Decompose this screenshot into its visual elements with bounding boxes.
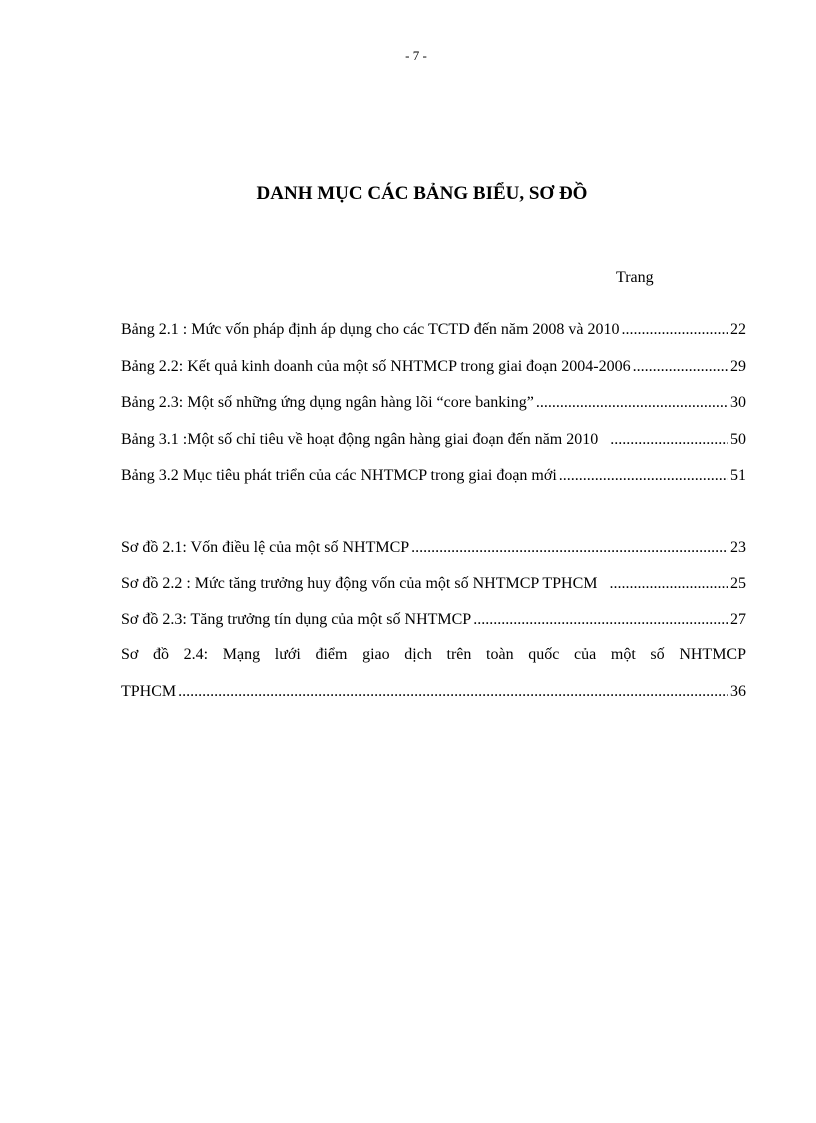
dot-leader <box>610 574 729 594</box>
dot-leader <box>178 682 728 702</box>
dot-leader <box>622 320 728 340</box>
toc-entry-diagram-2-2 <box>121 574 746 594</box>
page-title: DANH MỤC CÁC BẢNG BIỂU, SƠ ĐỒ <box>256 183 588 204</box>
toc-entry-diagram-2-4-line1: Sơ đồ 2.4: Mạng lưới điểm giao dịch trên toàn quốc của một số NHTMCP <box>121 646 746 663</box>
toc-entry-label: Bảng 2.2: Kết quả kinh doanh của một số NHTMCP trong giai đoạn 2004-2006 <box>121 358 631 375</box>
toc-entry-table-2-2 <box>121 357 746 377</box>
toc-entry-page: 30 <box>730 394 746 411</box>
dot-leader <box>473 610 728 630</box>
dot-leader <box>610 430 728 450</box>
toc-entry-diagram-2-4 <box>121 682 746 702</box>
toc-entry-page: 29 <box>730 358 746 375</box>
toc-entry-label: Bảng 2.3: Một số những ứng dụng ngân hàng lõi “core banking” <box>121 394 534 411</box>
toc-entry-diagram-2-1 <box>121 538 746 558</box>
toc-entry-page: 22 <box>730 321 746 338</box>
toc-entry-label: Sơ đồ 2.1: Vốn điều lệ của một số NHTMCP <box>121 539 410 556</box>
toc-entry-page: 36 <box>730 683 746 700</box>
dot-leader <box>559 466 728 486</box>
toc-entry-label: Bảng 3.1 :Một số chỉ tiêu về hoạt động ngân hàng giai đoạn đến năm 2010 <box>121 431 599 448</box>
toc-entry-label: Bảng 2.1 : Mức vốn pháp định áp dụng cho các TCTD đến năm 2008 và 2010 <box>121 321 620 338</box>
toc-entry-page: 25 <box>730 575 746 592</box>
page-number: - 7 - <box>405 48 427 63</box>
dot-leader <box>411 538 728 558</box>
toc-entry-label: Bảng 3.2 Mục tiêu phát triển của các NHTMCP trong giai đoạn mới <box>121 467 557 484</box>
toc-entry-page: 51 <box>730 467 746 484</box>
toc-entry-table-2-3 <box>121 393 746 413</box>
toc-entry-label: Sơ đồ 2.2 : Mức tăng trưởng huy động vốn của một số NHTMCP TPHCM <box>121 575 598 592</box>
toc-entry-table-2-1 <box>121 320 746 340</box>
page-column-label: Trang <box>616 269 654 286</box>
toc-entry-page: 27 <box>730 611 746 628</box>
toc-entry-table-3-1 <box>121 430 746 450</box>
dot-leader <box>633 357 728 377</box>
toc-entry-page: 23 <box>730 539 746 556</box>
toc-entry-label: TPHCM <box>121 683 177 700</box>
toc-entry-table-3-2 <box>121 466 746 486</box>
dot-leader <box>536 393 728 413</box>
toc-entry-page: 50 <box>730 431 746 448</box>
toc-entry-diagram-2-3 <box>121 610 746 630</box>
toc-entry-label: Sơ đồ 2.3: Tăng trưởng tín dụng của một số NHTMCP <box>121 611 472 628</box>
